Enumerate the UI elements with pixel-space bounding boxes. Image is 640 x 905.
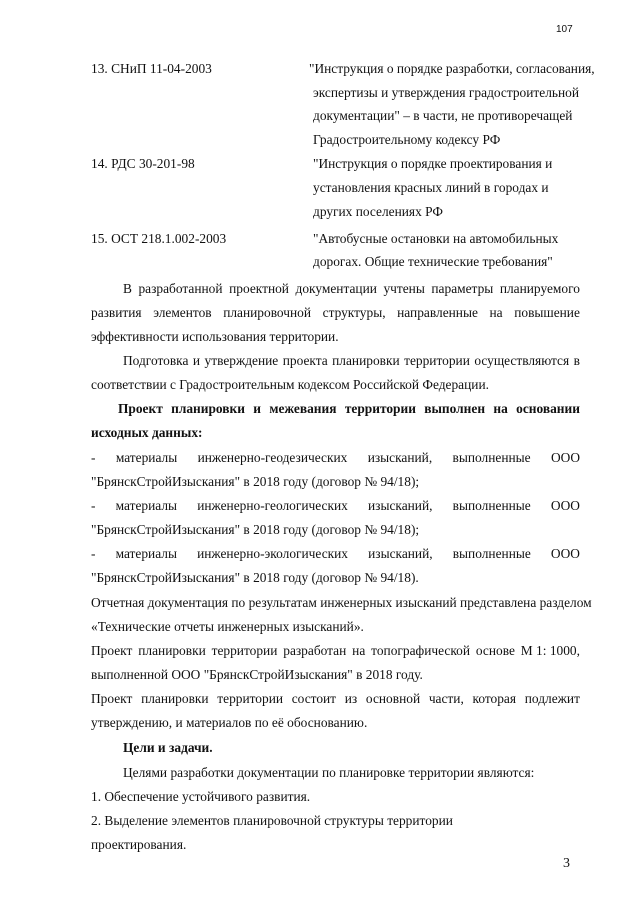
reference-title-line: "Автобусные остановки на автомобильных: [313, 231, 559, 246]
justified-line: развития элементов планировочной структуры, направленные на повышение: [91, 305, 580, 320]
paragraph-last-line: утверждению, и материалов по её обоснованию.: [91, 715, 368, 730]
top-page-number: 107: [556, 24, 573, 35]
list-item: - материалы инженерно-геодезических изысканий, выполненные ООО: [91, 450, 580, 465]
paragraph-last-line: соответствии с Градостроительным кодексом Российской Федерации.: [91, 377, 489, 392]
reference-title-line: других поселениях РФ: [313, 204, 443, 219]
justified-line: Проект планировки и межевания территории выполнен на основании: [118, 401, 580, 416]
heading-line: исходных данных:: [91, 425, 203, 440]
paragraph-last-line: выполненной ООО "БрянскСтройИзыскания" в 2018 году.: [91, 667, 423, 682]
list-item-line: "БрянскСтройИзыскания" в 2018 году (договор № 94/18);: [91, 522, 420, 537]
reference-title-line: "Инструкция о порядке разработки, согласования,: [309, 61, 595, 76]
paragraph-line: «Технические отчеты инженерных изысканий».: [91, 619, 364, 634]
reference-title-line: "Инструкция о порядке проектирования и: [313, 156, 553, 171]
goal-item-continuation: проектирования.: [91, 837, 187, 852]
paragraph-last-line: эффективности использования территории.: [91, 329, 339, 344]
justified-line: Подготовка и утверждение проекта планировки территории осуществляются в: [123, 353, 580, 368]
section-heading: Цели и задачи.: [123, 740, 213, 755]
goal-item: 2. Выделение элементов планировочной структуры территории: [91, 813, 453, 828]
justified-line: В разработанной проектной документации учтены параметры планируемого: [123, 281, 580, 296]
list-item-line: "БрянскСтройИзыскания" в 2018 году (договор № 94/18).: [91, 570, 419, 585]
reference-title-line: экспертизы и утверждения градостроительной: [313, 85, 580, 100]
reference-title-line: документации" – в части, не противоречащей: [313, 108, 573, 123]
reference-number: 14. РДС 30-201-98: [91, 156, 195, 171]
paragraph-line: Отчетная документация по результатам инженерных изысканий представлена разделом: [91, 595, 592, 610]
list-item-line: "БрянскСтройИзыскания" в 2018 году (договор № 94/18);: [91, 474, 420, 489]
reference-number: 13. СНиП 11-04-2003: [91, 61, 212, 76]
reference-number: 15. ОСТ 218.1.002-2003: [91, 231, 227, 246]
list-item: - материалы инженерно-геологических изысканий, выполненные ООО: [91, 498, 580, 513]
page-number: 3: [563, 856, 570, 871]
justified-line: Проект планировки территории разработан на топографической основе М 1: 1000,: [91, 643, 580, 658]
reference-title-line: установления красных линий в городах и: [313, 180, 549, 195]
goals-intro: Целями разработки документации по планировке территории являются:: [123, 765, 535, 780]
list-item: - материалы инженерно-экологических изысканий, выполненные ООО: [91, 546, 580, 561]
goal-item: 1. Обеспечение устойчивого развития.: [91, 789, 311, 804]
reference-title-line: Градостроительному кодексу РФ: [313, 132, 501, 147]
justified-line: Проект планировки территории состоит из основной части, которая подлежит: [91, 691, 580, 706]
reference-title-line: дорогах. Общие технические требования": [313, 254, 553, 269]
